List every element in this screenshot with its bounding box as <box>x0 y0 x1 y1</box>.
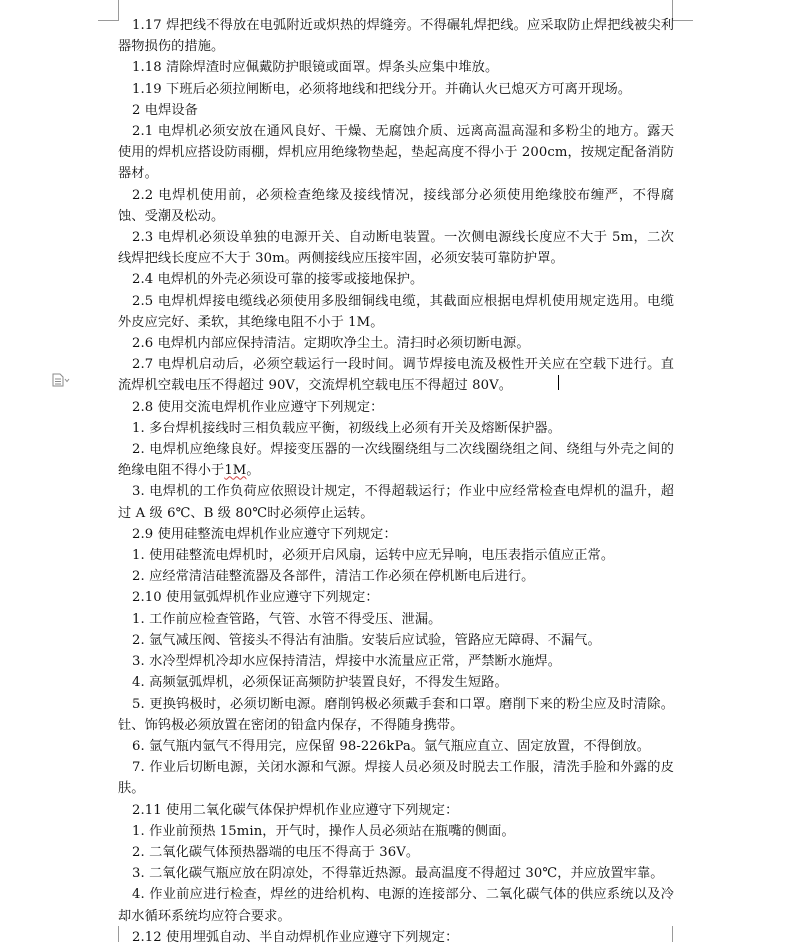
paragraph: 1. 使用硅整流电焊机时，必须开启风扇，运转中应无异响，电压表指示值应正常。 <box>132 548 615 564</box>
paragraph: 1.18 清除焊渣时应佩戴防护眼镜或面罩。焊条头应集中堆放。 <box>132 60 499 76</box>
paragraph: 1.17 焊把线不得放在电弧附近或炽热的焊缝旁。不得碾轧焊把线。应采取防止焊把线被尖利器物损伤的措施。 <box>118 18 674 55</box>
paragraph-text: 2. 电焊机应绝缘良好。焊接变压器的一次线圈绕组与二次线圈绕组之间、绕组与外壳之间的绝缘电阻不得小于 <box>118 442 674 479</box>
paragraph <box>118 439 674 481</box>
paragraph: 3. 二氧化碳气瓶应放在阴凉处，不得靠近热源。最高温度不得超过 30℃，并应放置牢靠。 <box>132 866 664 882</box>
paragraph: 2.10 使用氩弧焊机作业应遵守下列规定： <box>132 590 379 606</box>
paragraph: 2.6 电焊机内部应保持清洁。定期吹净尘土。清扫时必须切断电源。 <box>132 336 530 352</box>
paragraph: 1. 工作前应检查管路，气管、水管不得受压、泄漏。 <box>132 611 442 627</box>
paragraph: 2.11 使用二氧化碳气体保护焊机作业应遵守下列规定： <box>132 802 459 818</box>
page-corner-top-left <box>98 0 119 21</box>
paragraph: 2.2 电焊机使用前，必须检查绝缘及接线情况，接线部分必须使用绝缘胶布缠严，不得腐蚀、受潮及松动。 <box>118 187 674 224</box>
paragraph: 6. 氩气瓶内氩气不得用完，应保留 98-226kPa。氩气瓶应直立、固定放置，不得倒放。 <box>132 738 651 754</box>
paragraph: 5. 更换钨极时，必须切断电源。磨削钨极必须戴手套和口罩。磨削下来的粉尘应及时清除。钍、饰钨极必须放置在密闭的铅盒内保存，不得随身携带。 <box>118 696 674 733</box>
paragraph: 3. 电焊机的工作负荷应依照设计规定，不得超载运行；作业中应经常检查电焊机的温升，超过 A 级 6℃、B 级 80℃时必须停止运转。 <box>118 484 674 521</box>
paragraph: 2.3 电焊机必须设单独的电源开关、自动断电装置。一次侧电源线长度应不大于 5m，二次线焊把线长度应不大于 30m。两侧接线应压接牢固，必须安装可靠防护罩。 <box>118 230 674 267</box>
page-corner-bottom-left <box>98 926 119 942</box>
paragraph: 2.8 使用交流电焊机作业应遵守下列规定： <box>132 399 384 415</box>
paragraph: 2. 氩气减压阀、管接头不得沾有油脂。安装后应试验，管路应无障碍、不漏气。 <box>132 632 601 648</box>
paragraph: 2.7 电焊机启动后，必须空载运行一段时间。调节焊接电流及极性开关应在空载下进行。直流焊机空载电压不得超过 90V，交流焊机空载电压不得超过 80V。 <box>118 357 674 394</box>
paragraph: 2.4 电焊机的外壳必须设可靠的接零或接地保护。 <box>132 272 424 288</box>
paragraph: 4. 高频氩弧焊机，必须保证高频防护装置良好，不得发生短路。 <box>132 675 508 691</box>
paragraph: 2.5 电焊机焊接电缆线必须使用多股细铜线电缆，其截面应根据电焊机使用规定选用。电缆外皮应完好、柔软，其绝缘电阻不小于 1M。 <box>118 293 674 330</box>
section-heading: 2 电焊设备 <box>132 102 198 118</box>
paragraph: 7. 作业后切断电源，关闭水源和气源。焊接人员必须及时脱去工作服，清洗手脸和外露的皮肤。 <box>118 760 674 797</box>
paragraph: 2.12 使用埋弧自动、半自动焊机作业应遵守下列规定： <box>132 929 459 945</box>
paragraph: 1. 作业前预热 15min，开气时，操作人员必须站在瓶嘴的侧面。 <box>132 823 515 839</box>
paragraph: 1.19 下班后必须拉闸断电，必须将地线和把线分开。并确认火已熄灭方可离开现场。 <box>132 81 632 97</box>
paragraph: 2. 应经常清洁硅整流器及各部件，清洁工作必须在停机断电后进行。 <box>132 569 535 585</box>
paragraph-end: 。 <box>246 463 260 479</box>
paragraph: 4. 作业前应进行检查，焊丝的进给机构、电源的连接部分、二氧化碳气体的供应系统以及冷却水循环系统均应符合要求。 <box>118 887 674 924</box>
page-corner-bottom-right <box>672 926 693 942</box>
paragraph: 3. 水冷型焊机冷却水应保持清洁，焊接中水流量应正常，严禁断水施焊。 <box>132 654 561 670</box>
page-corner-top-right <box>672 0 693 21</box>
paragraph: 2.9 使用硅整流电焊机作业应遵守下列规定： <box>132 526 397 542</box>
paragraph: 2.1 电焊机必须安放在通风良好、干燥、无腐蚀介质、远离高温高湿和多粉尘的地方。露天使用的焊机应搭设防雨棚，焊机应用绝缘物垫起，垫起高度不得小于 200cm，按规定配备消防器材。 <box>118 124 674 182</box>
paragraph: 1. 多台焊机接线时三相负载应平衡，初级线上必须有开关及熔断保护器。 <box>132 420 561 436</box>
document-body[interactable] <box>118 15 674 948</box>
spellcheck-flag[interactable]: 1M <box>224 463 247 479</box>
document-icon[interactable] <box>52 372 70 386</box>
paragraph: 2. 二氧化碳气体预热器端的电压不得高于 36V。 <box>132 844 420 860</box>
